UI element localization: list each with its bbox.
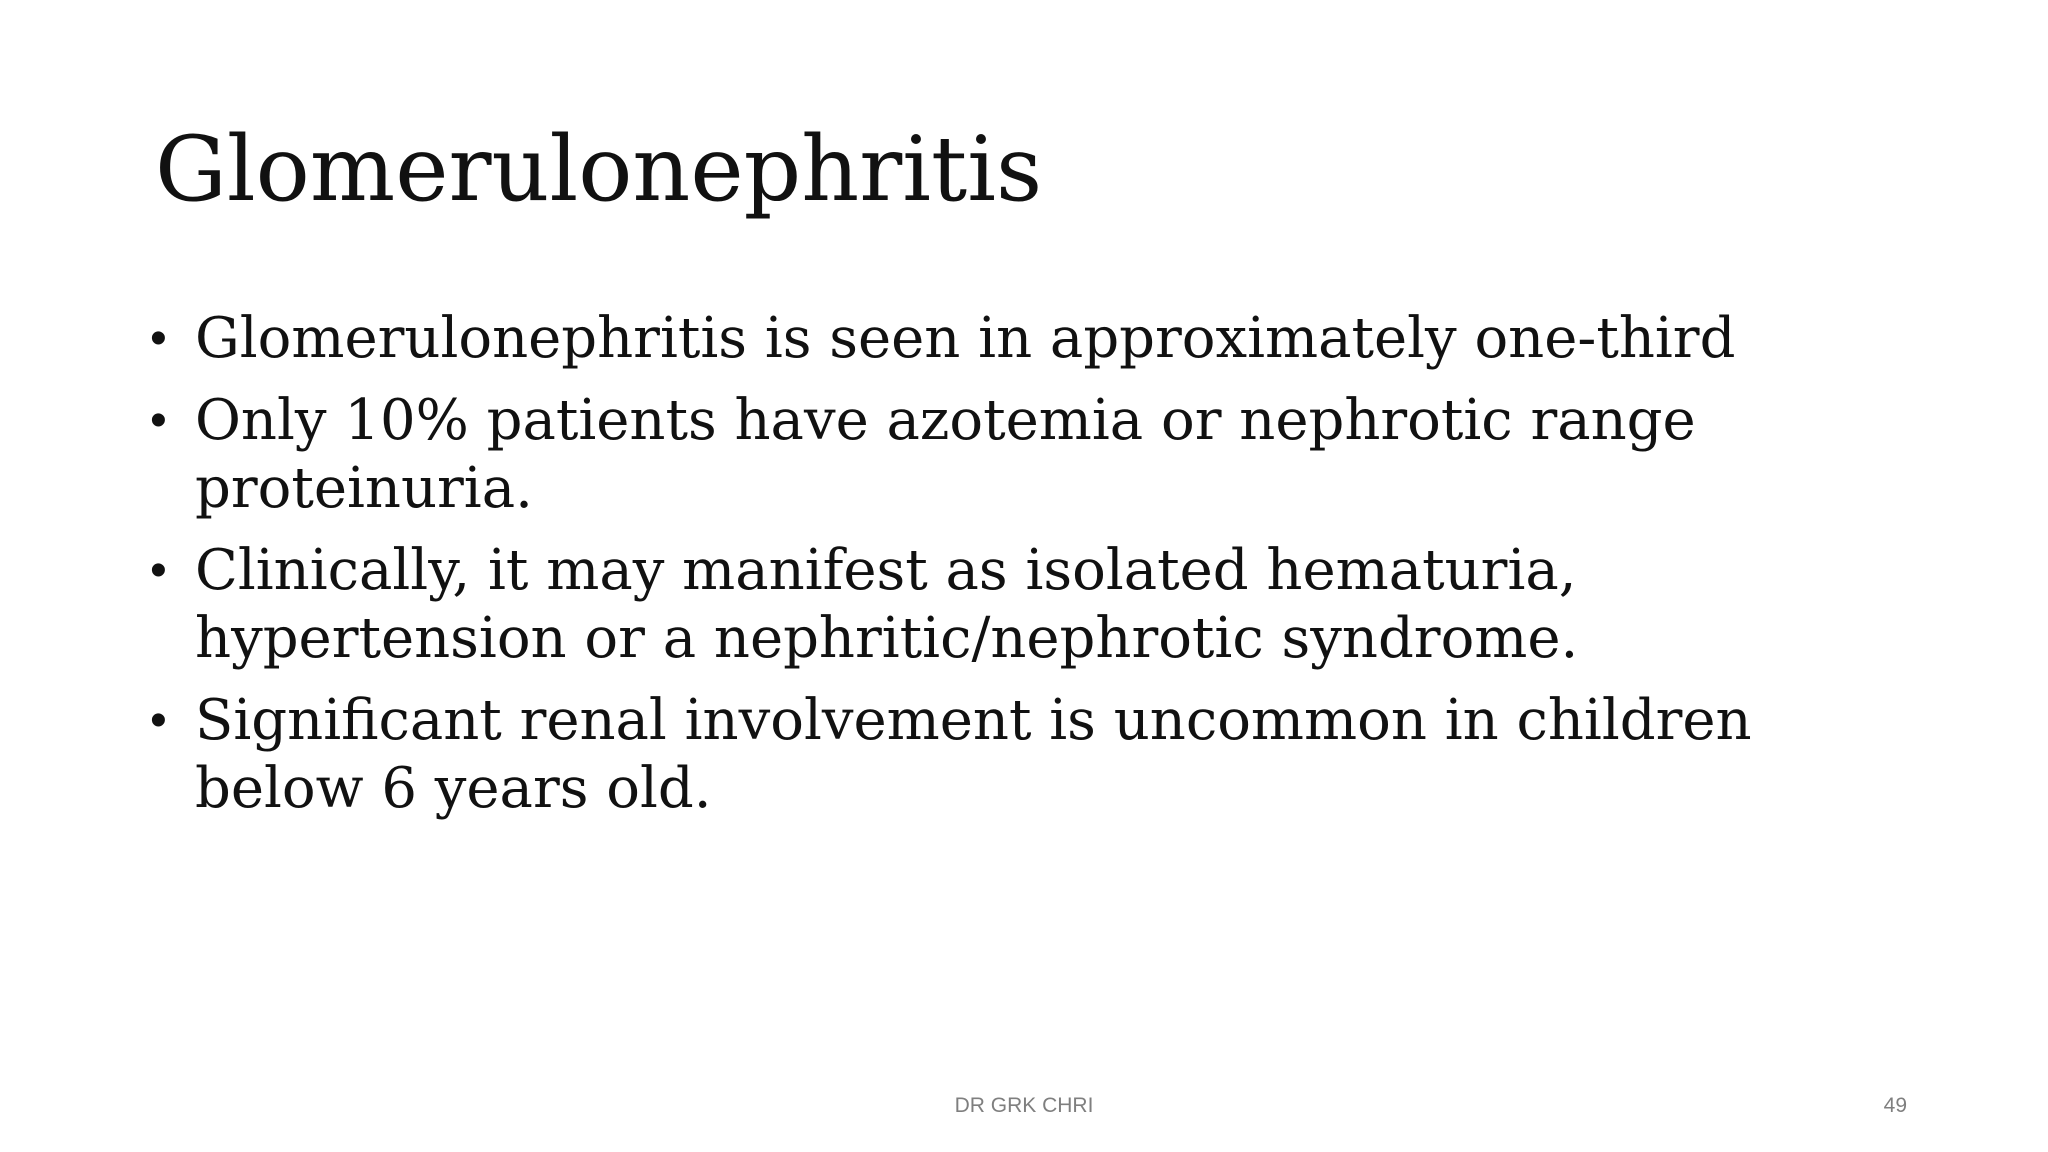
bullet-list <box>150 305 1910 837</box>
bullet-text: Clinically, it may manifest as isolated hematuria, hypertension or a nephritic/nephrotic syndrome. <box>195 538 1579 671</box>
bullet-item <box>150 687 1910 823</box>
slide-title: Glomerulonephritis <box>155 117 1043 222</box>
bullet-text: Only 10% patients have azotemia or nephrotic range proteinuria. <box>195 388 1696 521</box>
bullet-item <box>150 387 1910 523</box>
bullet-icon: • <box>150 544 167 597</box>
bullet-icon: • <box>150 694 167 747</box>
footer-text: DR GRK CHRI <box>954 1094 1094 1117</box>
page-number: 49 <box>1883 1094 1907 1117</box>
bullet-item <box>150 537 1910 673</box>
bullet-text: Significant renal involvement is uncommon in children below 6 years old. <box>195 688 1752 821</box>
bullet-icon: • <box>150 312 167 365</box>
bullet-icon: • <box>150 394 167 447</box>
bullet-item <box>150 305 1910 373</box>
bullet-text: Glomerulonephritis is seen in approximately one-third <box>195 306 1736 371</box>
